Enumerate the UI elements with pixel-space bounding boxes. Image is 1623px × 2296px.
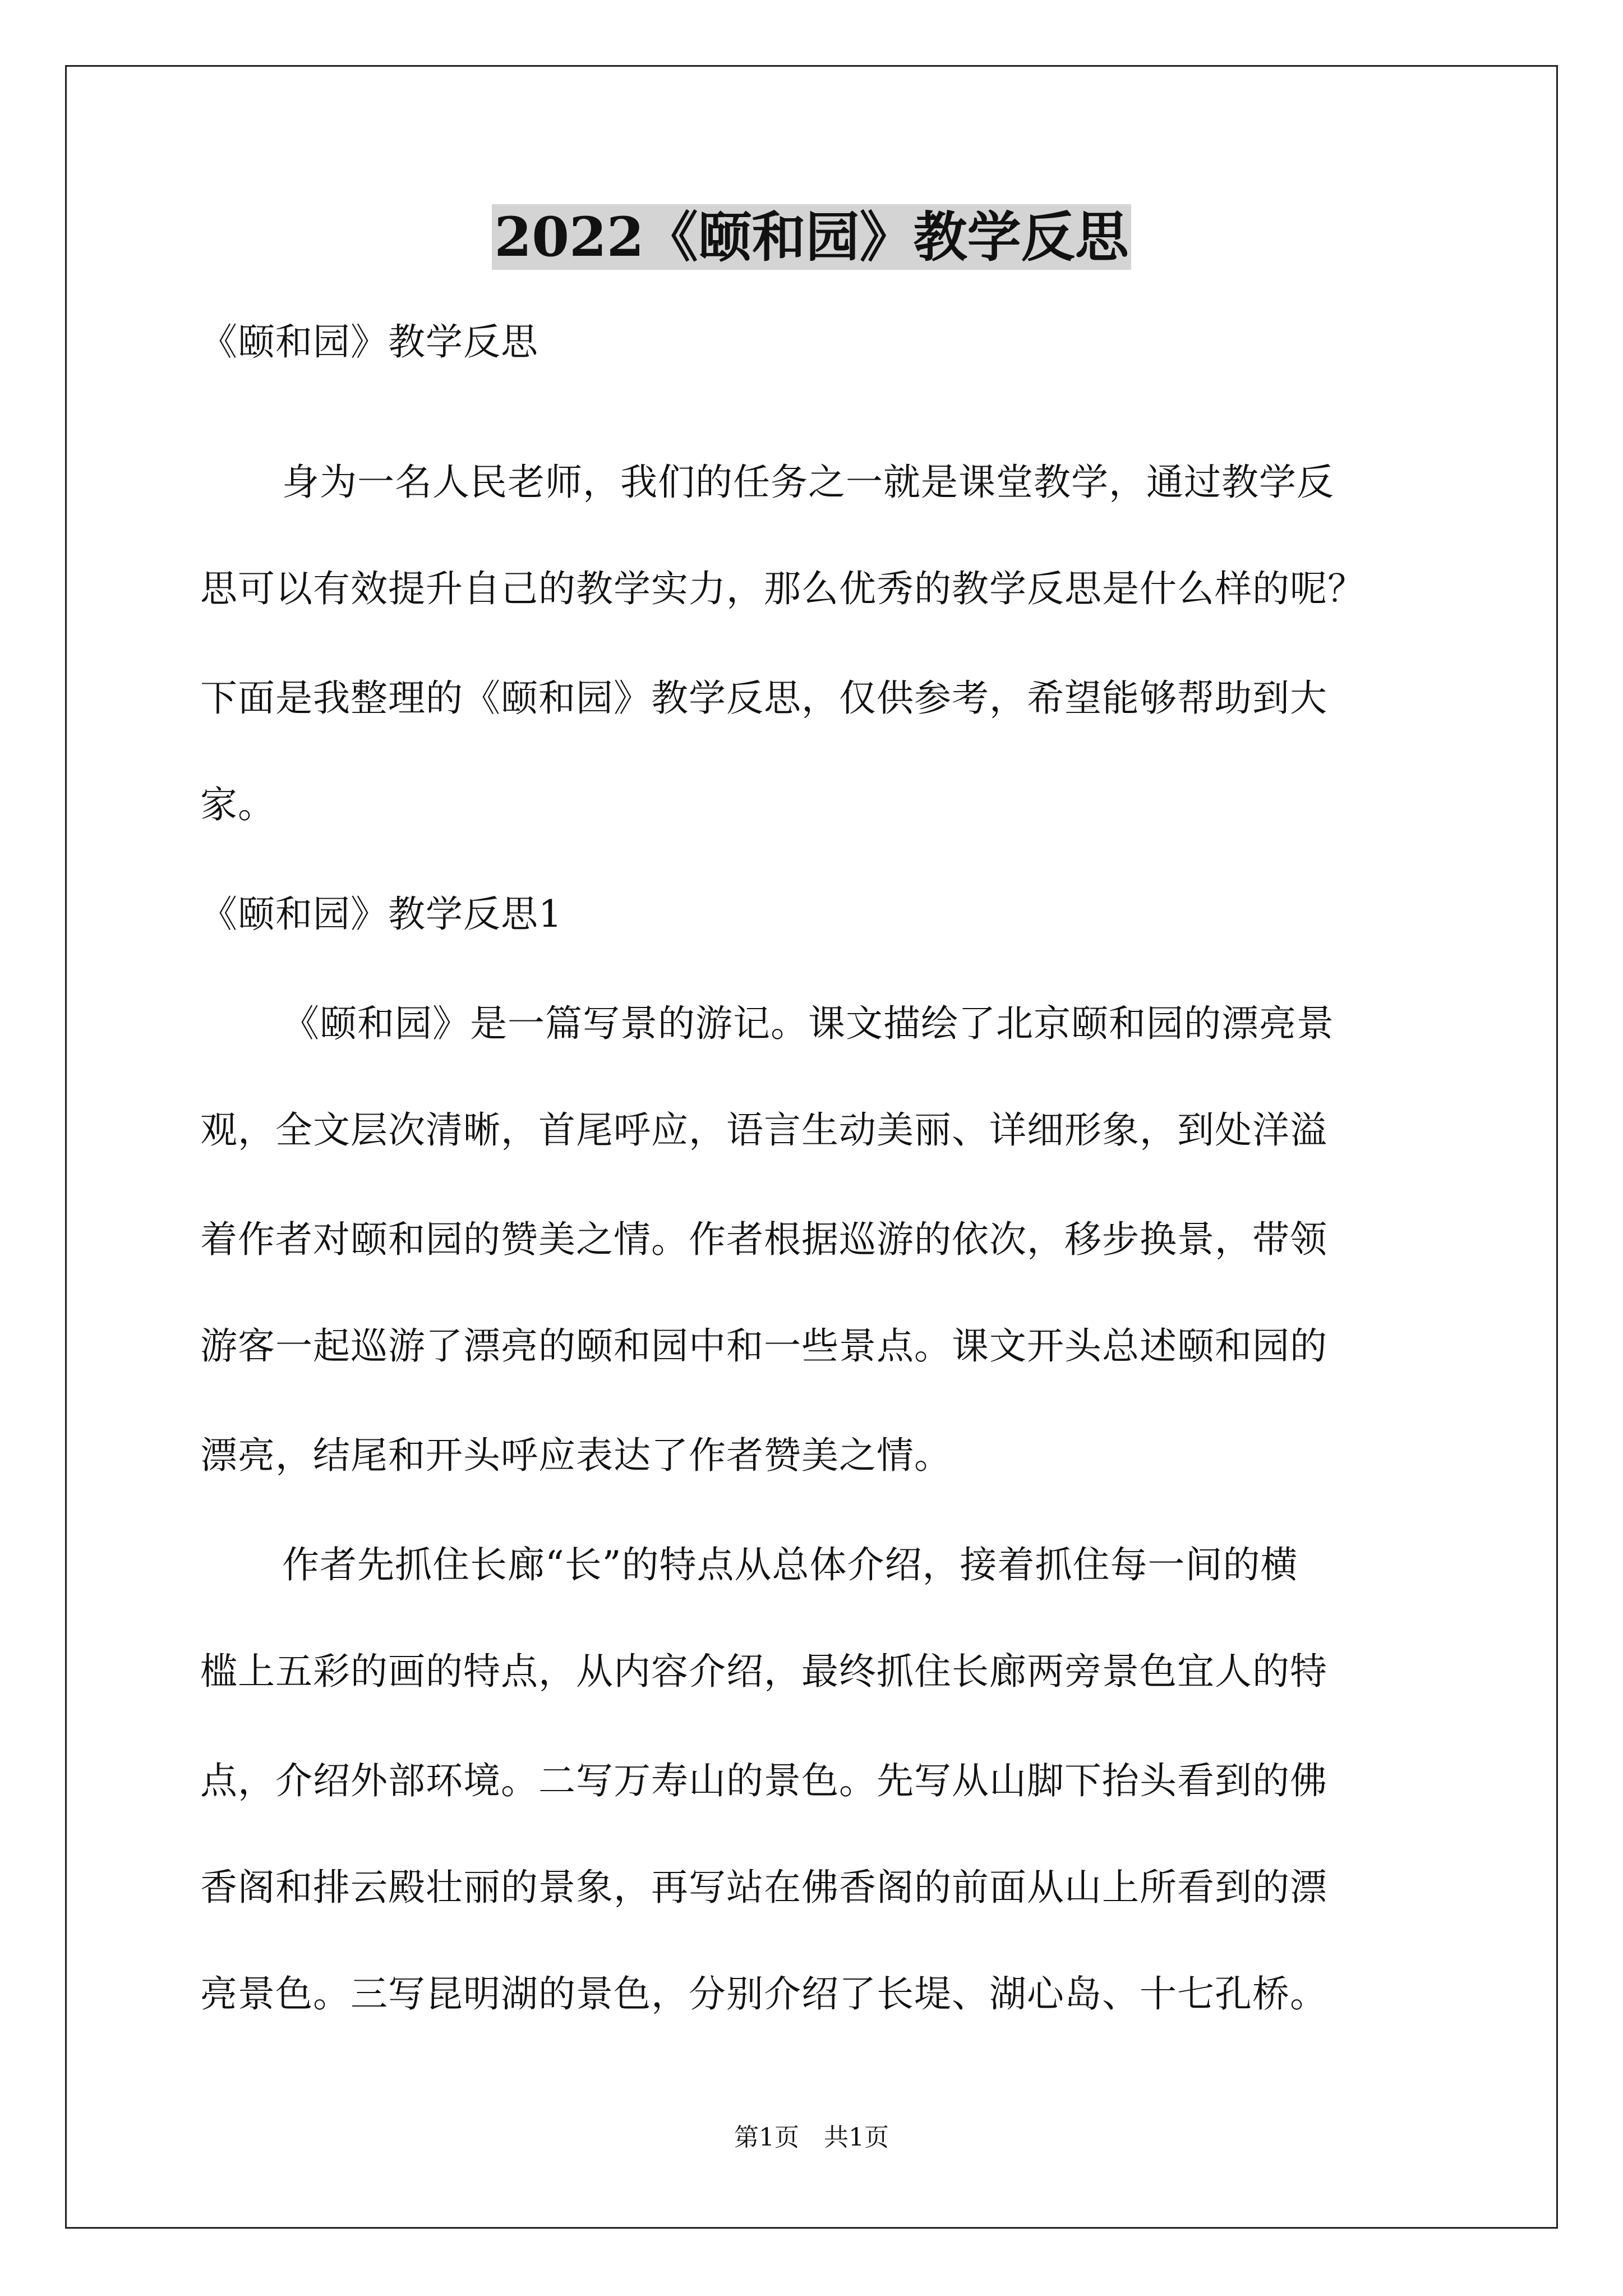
paragraph-line: 香阁和排云殿壮丽的景象，再写站在佛香阁的前面从山上所看到的漂	[200, 1866, 1327, 1909]
paragraph-line: 着作者对颐和园的赞美之情。作者根据巡游的依次，移步换景，带领	[200, 1218, 1327, 1261]
paragraph-line: 作者先抓住长廊“长”的特点从总体介绍，接着抓住每一间的横	[282, 1543, 1298, 1586]
paragraph-line: 游客一起巡游了漂亮的颐和园中和一些景点。课文开头总述颐和园的	[200, 1324, 1327, 1368]
intro-line: 思可以有效提升自己的教学实力，那么优秀的教学反思是什么样的呢？	[200, 567, 1365, 610]
paragraph-line: 亮景色。三写昆明湖的景色，分别介绍了长堤、湖心岛、十七孔桥。	[200, 1972, 1327, 2016]
paragraph-line: 漂亮，结尾和开头呼应表达了作者赞美之情。	[200, 1434, 952, 1477]
page-footer: 第1页 共1页	[734, 2123, 889, 2152]
paragraph-line: 《颐和园》是一篇写景的游记。课文描绘了北京颐和园的漂亮景	[282, 1002, 1334, 1045]
paragraph-line: 槛上五彩的画的特点，从内容介绍，最终抓住长廊两旁景色宜人的特	[200, 1650, 1327, 1693]
intro-line: 下面是我整理的《颐和园》教学反思，仅供参考，希望能够帮助到大	[200, 677, 1327, 720]
intro-line: 身为一名人民老师，我们的任务之一就是课堂教学，通过教学反	[282, 461, 1334, 504]
document-title-text: 2022《颐和园》教学反思	[492, 204, 1131, 270]
paragraph-line: 观，全文层次清晰，首尾呼应，语言生动美丽、详细形象，到处洋溢	[200, 1108, 1327, 1152]
document-title	[0, 201, 1623, 274]
section-heading: 《颐和园》教学反思1	[200, 892, 562, 936]
intro-line: 家。	[200, 783, 275, 826]
paragraph-line: 点，介绍外部环境。二写万寿山的景色。先写从山脚下抬头看到的佛	[200, 1759, 1327, 1802]
subheading: 《颐和园》教学反思	[200, 320, 538, 364]
